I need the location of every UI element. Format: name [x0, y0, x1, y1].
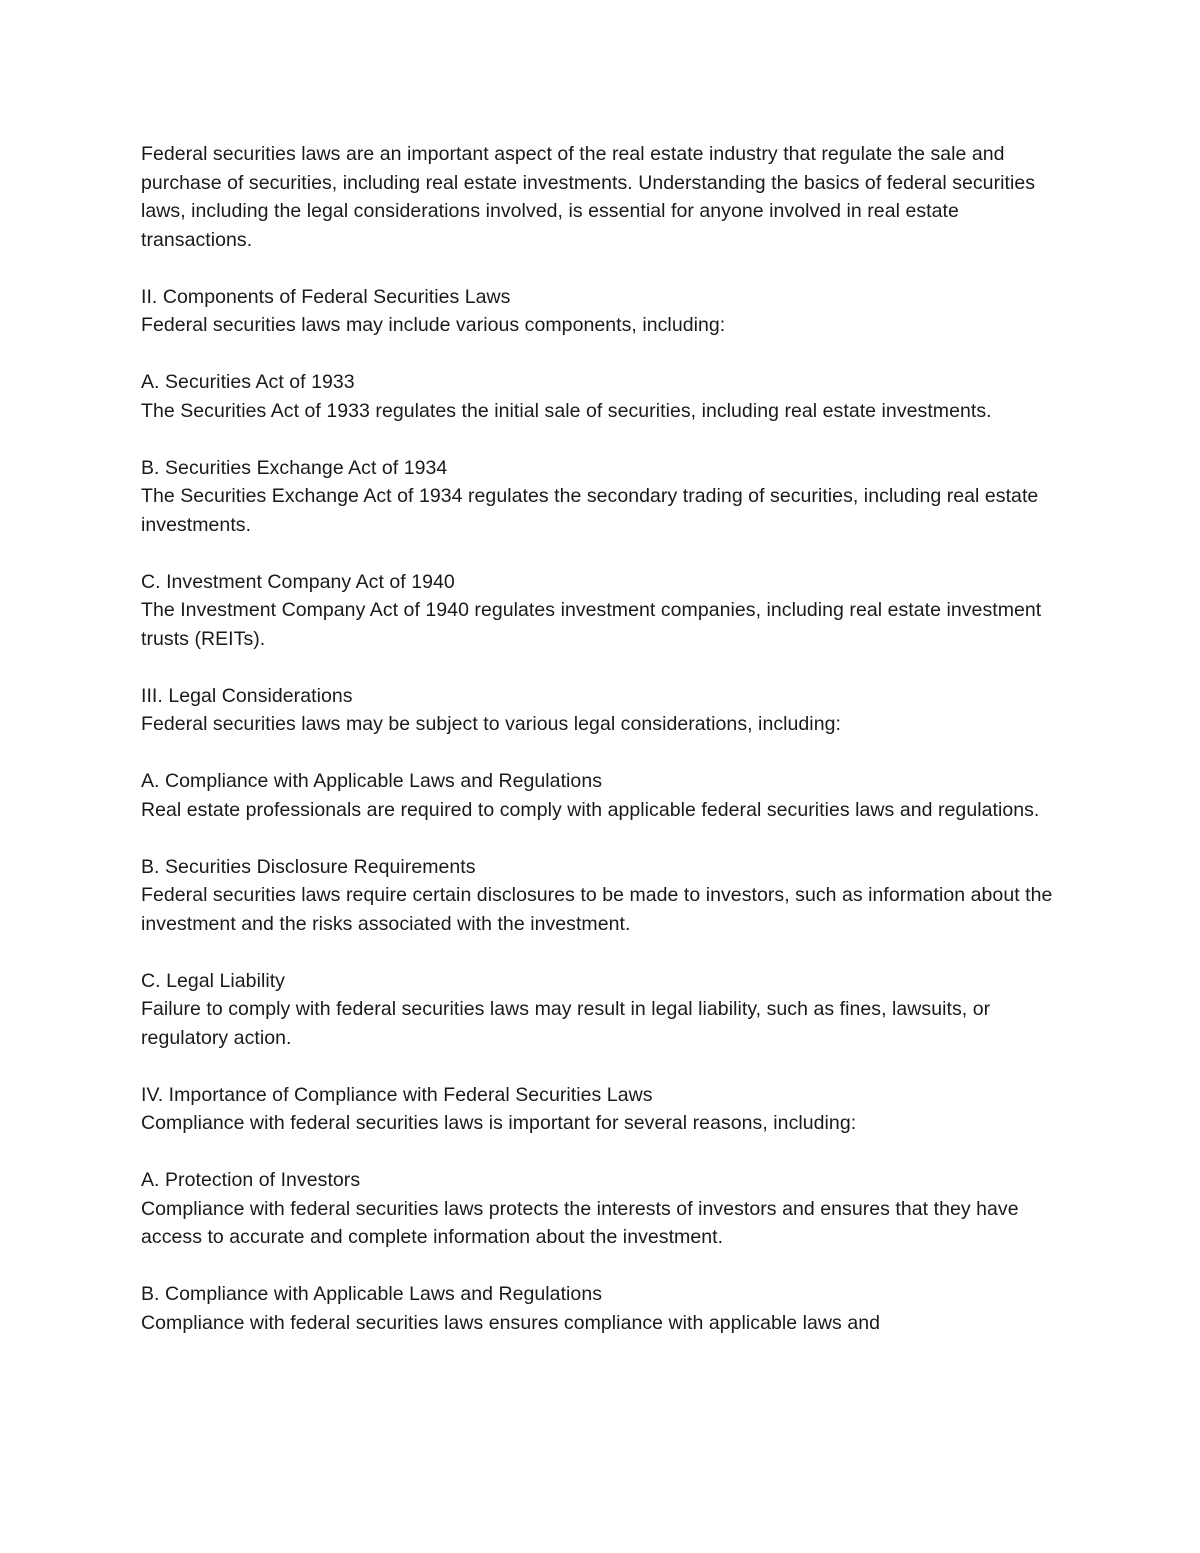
section-heading: C. Investment Company Act of 1940: [141, 570, 455, 593]
section-heading: A. Compliance with Applicable Laws and Regulations: [141, 770, 603, 792]
section-body: The Securities Act of 1933 regulates the initial sale of securities, including real estate investments.: [141, 399, 992, 422]
section-body: Federal securities laws require certain disclosures to be made to investors, such as information about the investment and the risks associated with the investment.: [141, 884, 1053, 935]
section-body: Federal securities laws may include various components, including:: [141, 314, 726, 336]
section-securities-act-1933: [141, 368, 1071, 425]
section-body: The Securities Exchange Act of 1934 regulates the secondary trading of securities, including real estate investments.: [141, 485, 1039, 536]
section-protection-investors: [141, 1166, 1071, 1252]
section-body: Compliance with federal securities laws is important for several reasons, including:: [141, 1112, 857, 1134]
section-body: Federal securities laws may be subject to various legal considerations, including:: [141, 713, 841, 735]
document-page: [141, 140, 1071, 1337]
section-body: Compliance with federal securities laws ensures compliance with applicable laws and: [141, 1311, 881, 1334]
section-heading: B. Securities Exchange Act of 1934: [141, 456, 448, 479]
section-heading: III. Legal Considerations: [141, 684, 353, 707]
section-heading: B. Compliance with Applicable Laws and Regulations: [141, 1283, 603, 1305]
section-body: Real estate professionals are required to comply with applicable federal securities laws and regulations.: [141, 798, 1040, 821]
section-compliance-laws-2: [141, 1280, 1071, 1337]
section-heading: II. Components of Federal Securities Laws: [141, 285, 511, 308]
section-heading: IV. Importance of Compliance with Federal Securities Laws: [141, 1083, 653, 1106]
section-heading: A. Securities Act of 1933: [141, 371, 355, 393]
section-heading: C. Legal Liability: [141, 969, 285, 992]
section-legal-considerations: [141, 682, 1071, 739]
section-legal-liability: [141, 967, 1071, 1053]
section-compliance-laws: [141, 767, 1071, 824]
section-components: [141, 283, 1071, 340]
section-heading: A. Protection of Investors: [141, 1169, 361, 1191]
section-body: Failure to comply with federal securities laws may result in legal liability, such as fines, lawsuits, or regulatory action.: [141, 998, 991, 1049]
section-importance-compliance: [141, 1081, 1071, 1138]
section-investment-company-act-1940: [141, 568, 1071, 654]
section-body: The Investment Company Act of 1940 regulates investment companies, including real estate investment trusts (REITs).: [141, 599, 1042, 650]
intro-paragraph: Federal securities laws are an important aspect of the real estate industry that regulate the sale and purchase of securities, including real estate investments. Understanding the basics of federal securities laws, including the legal considerations involved, is essential for anyone involved in real estate transactions.: [141, 143, 1036, 251]
section-disclosure-requirements: [141, 853, 1071, 939]
section-exchange-act-1934: [141, 454, 1071, 540]
section-heading: B. Securities Disclosure Requirements: [141, 855, 476, 878]
section-body: Compliance with federal securities laws protects the interests of investors and ensures that they have access to accurate and complete information about the investment.: [141, 1197, 1019, 1248]
